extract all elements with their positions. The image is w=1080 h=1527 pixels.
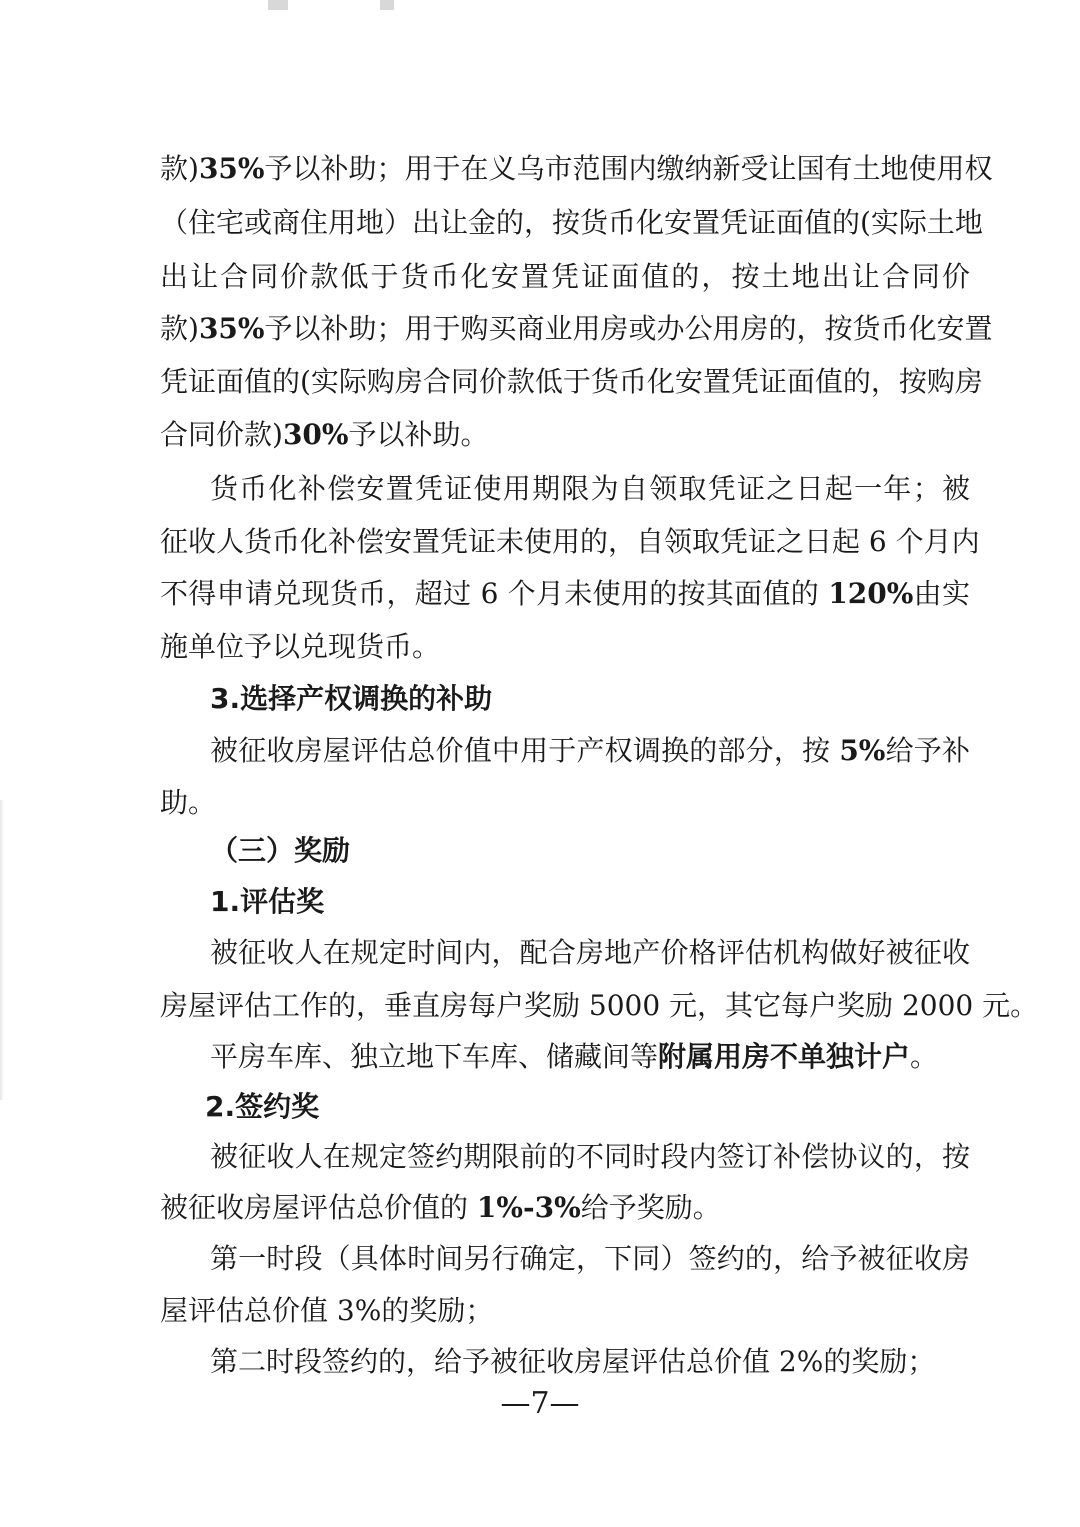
- body-text-line: 款)35%予以补助；用于购买商业用房或办公用房的，按货币化安置: [160, 312, 993, 345]
- body-text-line: 施单位予以兑现货币。: [160, 630, 441, 663]
- body-text-line: （住宅或商住用地）出让金的，按货币化安置凭证面值的(实际土地: [160, 206, 983, 239]
- body-text-line: 平房车库、独立地下车库、储藏间等附属用房不单独计户。: [210, 1040, 939, 1073]
- body-text-line: 被征收人在规定时间内，配合房地产价格评估机构做好被征收: [210, 936, 970, 969]
- section-heading: 3.选择产权调换的补助: [210, 682, 493, 715]
- body-text-line: 合同价款)30%予以补助。: [160, 418, 489, 451]
- body-text-line: 第一时段（具体时间另行确定，下同）签约的，给予被征收房: [210, 1242, 970, 1275]
- body-text-line: 第二时段签约的，给予被征收房屋评估总价值 2%的奖励；: [210, 1345, 936, 1378]
- body-text-line: 征收人货币化补偿安置凭证未使用的，自领取凭证之日起 6 个月内: [160, 525, 980, 558]
- body-text-line: 不得申请兑现货币，超过 6 个月未使用的按其面值的 120%由实: [160, 577, 970, 610]
- body-text-line: 被征收房屋评估总价值中用于产权调换的部分，按 5%给予补: [210, 734, 970, 767]
- scan-edge-shadow: [0, 800, 4, 1100]
- body-text-line: 被征收房屋评估总价值的 1%-3%给予奖励。: [160, 1191, 721, 1224]
- page-number: —7—: [500, 1386, 580, 1421]
- body-text-line: 被征收人在规定签约期限前的不同时段内签订补偿协议的，按: [210, 1140, 970, 1173]
- body-text-line: 出让合同价款低于货币化安置凭证面值的，按土地出让合同价: [160, 260, 970, 293]
- body-text-line: 款)35%予以补助；用于在义乌市范围内缴纳新受让国有土地使用权: [160, 152, 993, 185]
- scan-artifact: [268, 0, 288, 10]
- subsection-heading: 2.签约奖: [205, 1090, 320, 1123]
- body-text-line: 货币化补偿安置凭证使用期限为自领取凭证之日起一年；被: [210, 472, 970, 505]
- body-text-line: 凭证面值的(实际购房合同价款低于货币化安置凭证面值的，按购房: [160, 365, 983, 398]
- body-text-line: 助。: [160, 786, 217, 819]
- body-text-line: 房屋评估工作的，垂直房每户奖励 5000 元，其它每户奖励 2000 元。: [160, 989, 1039, 1022]
- subsection-heading: 1.评估奖: [210, 885, 325, 918]
- scan-artifact: [380, 0, 394, 10]
- section-heading: （三）奖励: [210, 834, 351, 867]
- body-text-line: 屋评估总价值 3%的奖励；: [160, 1294, 494, 1327]
